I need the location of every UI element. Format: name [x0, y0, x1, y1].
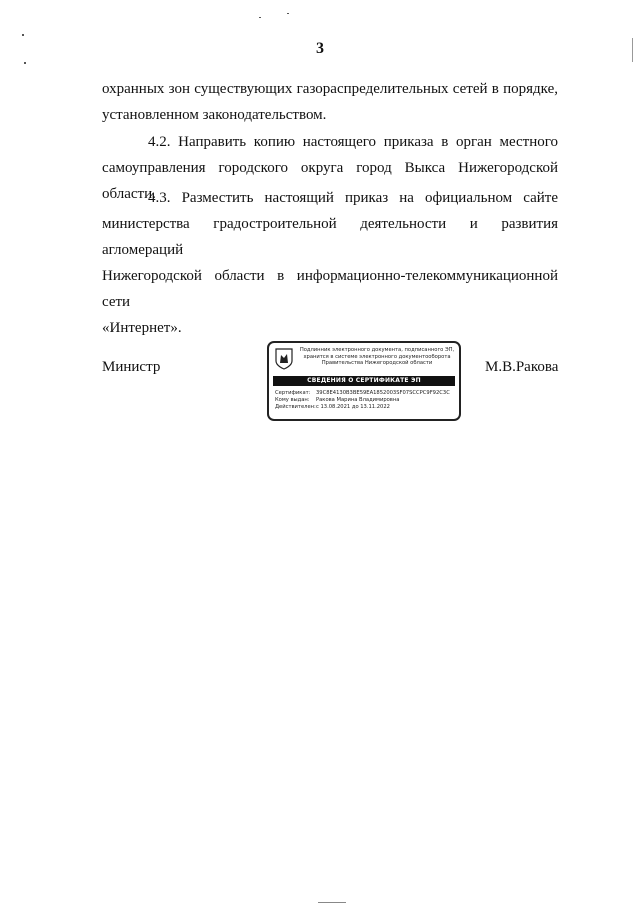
- certificate-row: [275, 390, 457, 397]
- stamp-banner: СВЕДЕНИЯ О СЕРТИФИКАТЕ ЭП: [273, 376, 455, 386]
- stamp-header-line: Подлинник электронного документа, подписанного ЭП,: [299, 347, 455, 353]
- stamp-details: [275, 390, 457, 410]
- signer-title: Министр: [102, 359, 161, 375]
- text-line: охранных зон существующих газораспределительных сетей в порядке,: [102, 81, 558, 97]
- issued-to-label: Кому выдан:: [275, 396, 310, 403]
- scan-speck: [24, 62, 26, 64]
- valid-value: с 13.08.2021 до 13.11.2022: [316, 403, 390, 410]
- stamp-header-line: хранится в системе электронного документооборота: [303, 353, 451, 360]
- electronic-signature-stamp: [267, 341, 461, 421]
- certificate-value: 39C8E4130B3BE59EA1852003SF07SCCPC9F92C3C: [316, 390, 450, 396]
- issued-to-value: Ракова Марина Владимировна: [316, 396, 400, 403]
- text-line: установленном законодательством.: [102, 107, 327, 123]
- page-number: 3: [316, 40, 324, 57]
- issued-to-row: [275, 397, 457, 404]
- scan-edge: [632, 38, 633, 62]
- text-line: министерства градостроительной деятельности и развития агломераций: [102, 216, 558, 258]
- text-line: 4.2. Направить копию настоящего приказа в орган местного: [148, 134, 558, 150]
- paragraph-continuation: [102, 76, 558, 128]
- coat-of-arms-icon: [275, 348, 293, 370]
- scan-speck: [318, 902, 346, 903]
- stamp-header: [297, 347, 457, 367]
- stamp-header-line: Правительства Нижегородской области: [321, 360, 433, 367]
- text-line: 4.3. Разместить настоящий приказ на официальном сайте: [148, 190, 558, 206]
- scan-speck: [259, 17, 261, 18]
- valid-label: Действителен:: [275, 403, 316, 410]
- signer-name: М.В.Ракова: [485, 359, 559, 375]
- text-line: самоуправления городского округа город Выкса Нижегородской области.: [102, 160, 558, 202]
- validity-row: [275, 404, 457, 411]
- paragraph-4-3: [102, 185, 558, 341]
- text-line: «Интернет».: [102, 320, 182, 336]
- certificate-label: Сертификат:: [275, 390, 311, 396]
- scan-speck: [22, 34, 24, 36]
- text-line: Нижегородской области в информационно-телекоммуникационной сети: [102, 268, 558, 310]
- scan-speck: [287, 13, 289, 14]
